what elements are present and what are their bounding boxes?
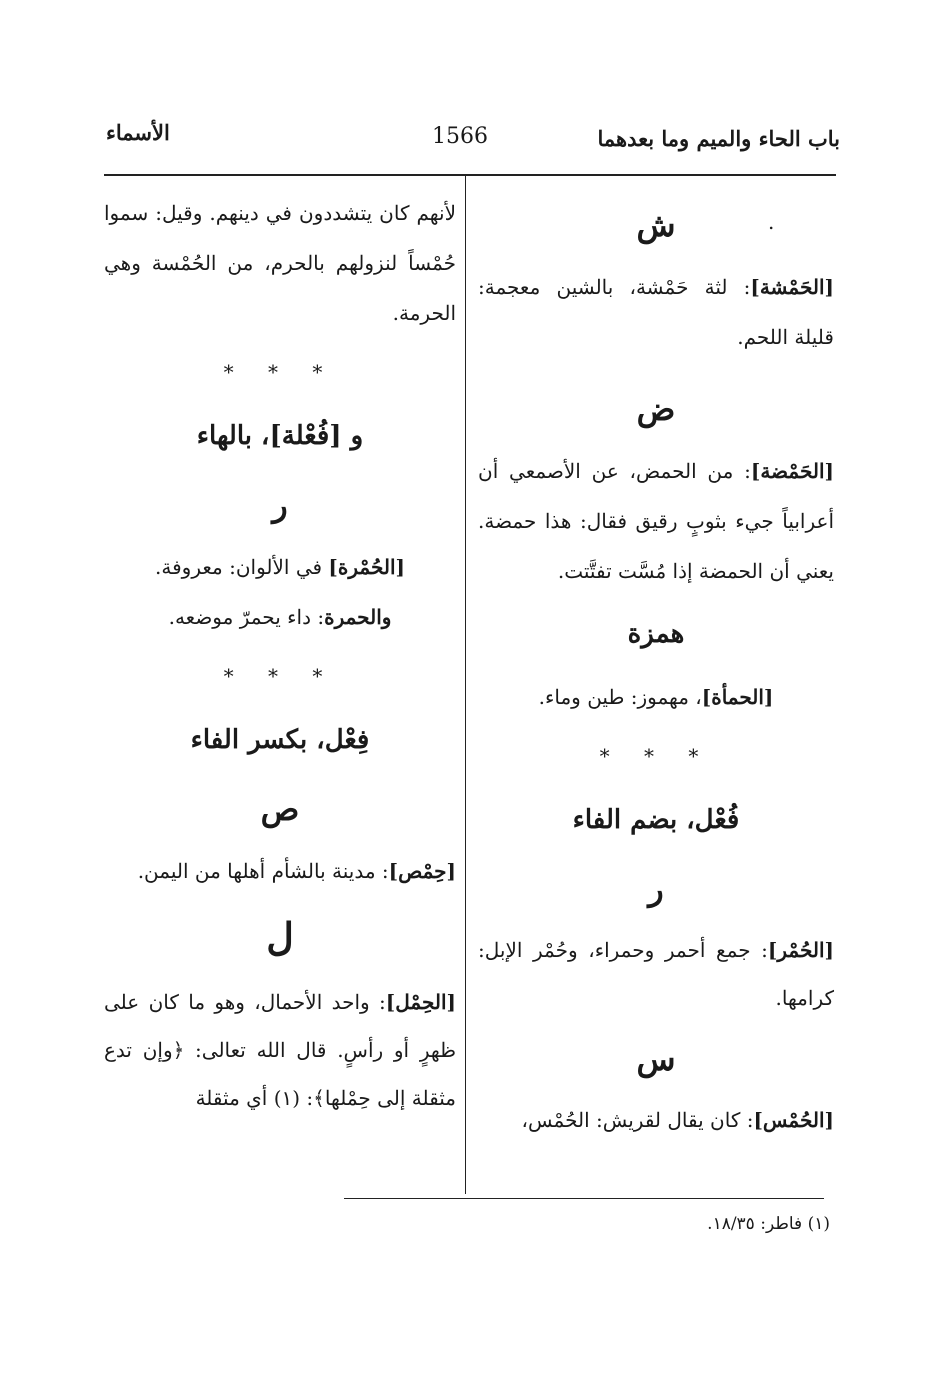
entry-humra-disease bbox=[104, 592, 456, 642]
entry-text: : واحد الأحمال، وهو ما كان على ظهرٍ أو رأسٍ. قال الله تعالى: ﴿وإن تدع مثقلة إلى حِمْلها﴾: (١) أي مثقلة bbox=[104, 990, 456, 1110]
letter-heading-ra: ر bbox=[648, 870, 664, 908]
footnote-divider bbox=[344, 1198, 824, 1199]
header-divider bbox=[104, 174, 836, 176]
entry-term: [الحُمْر] bbox=[767, 938, 834, 962]
page-number: 1566 bbox=[432, 124, 488, 149]
entry-term: [الحَمْشة] bbox=[750, 275, 834, 299]
letter-heading-lam: ل bbox=[266, 914, 294, 959]
section-separator: * * * bbox=[223, 360, 337, 384]
chapter-title: باب الحاء والميم وما بعدهما bbox=[597, 126, 840, 151]
heading-prefix: و bbox=[350, 421, 364, 451]
entry-term: والحمرة bbox=[324, 605, 392, 629]
letter-heading-dad: ض bbox=[636, 390, 676, 428]
entry-term: [الحُمْرة] bbox=[328, 555, 405, 579]
entry-hamaa bbox=[478, 672, 834, 722]
letter-heading-sin: س bbox=[636, 1040, 676, 1078]
entry-term: [الحِمْل] bbox=[385, 990, 456, 1014]
left-column bbox=[104, 188, 456, 1188]
section-separator: * * * bbox=[599, 744, 713, 768]
entry-text: ، مهموز: طين وماء. bbox=[538, 685, 702, 709]
entry-himl bbox=[104, 978, 456, 1122]
letter-heading-ra: ر bbox=[272, 486, 288, 524]
page-header bbox=[100, 118, 840, 168]
entry-term: [حِمْص] bbox=[388, 859, 456, 883]
entry-text: : مدينة بالشأم أهلها من اليمن. bbox=[137, 859, 389, 883]
letter-heading-shin: ش bbox=[636, 206, 676, 244]
entry-text: : داء يحمرّ موضعه. bbox=[168, 605, 325, 629]
footnote: (١) فاطر: ١٨/٣٥. bbox=[707, 1214, 830, 1234]
heading-fuel: فُعْل، بضم الفاء bbox=[572, 805, 740, 835]
column-divider bbox=[465, 176, 466, 1194]
entry-hims bbox=[104, 846, 456, 896]
heading-fuela bbox=[104, 406, 456, 466]
entry-text: في الألوان: معروفة. bbox=[155, 555, 329, 579]
stray-dot: . bbox=[768, 210, 775, 234]
entry-text: : جمع أحمر وحمراء، وحُمْر الإبل: كرامها. bbox=[478, 938, 834, 1010]
entry-text: : لثة حَمْشة، بالشين معجمة: قليلة اللحم. bbox=[478, 275, 834, 349]
entry-term: [الحُمْس] bbox=[753, 1108, 834, 1132]
heading-text: [فُعْلة]، بالهاء bbox=[196, 421, 342, 451]
entry-hamda bbox=[478, 446, 834, 596]
entry-hums bbox=[478, 1096, 834, 1144]
entry-humr bbox=[478, 926, 834, 1022]
heading-fiel: فِعْل، بكسر الفاء bbox=[190, 725, 370, 755]
right-column bbox=[478, 188, 834, 1188]
entry-hamsha bbox=[478, 262, 834, 362]
section-title: الأسماء bbox=[106, 120, 170, 145]
letter-heading-sad: ص bbox=[260, 790, 300, 828]
heading-hamza: همزة bbox=[627, 619, 685, 649]
entry-humra bbox=[104, 542, 456, 592]
entry-term: [الحَمْضة] bbox=[750, 459, 834, 483]
entry-term: [الحمأة] bbox=[701, 685, 774, 709]
entry-text: : كان يقال لقريش: الحُمْس، bbox=[521, 1108, 754, 1132]
section-separator: * * * bbox=[223, 664, 337, 688]
entry-text: : من الحمض، عن الأصمعي أن أعرابياً جيء بثوبٍ رقيق فقال: هذا حمضة. يعني أن الحمضة إذا مُسَّت تفتَّتت. bbox=[478, 459, 834, 583]
entry-hums-continuation: لأنهم كان يتشددون في دينهم. وقيل: سموا حُمْساً لنزولهم بالحرم، من الحُمْسة وهي الحرمة. bbox=[104, 201, 456, 325]
